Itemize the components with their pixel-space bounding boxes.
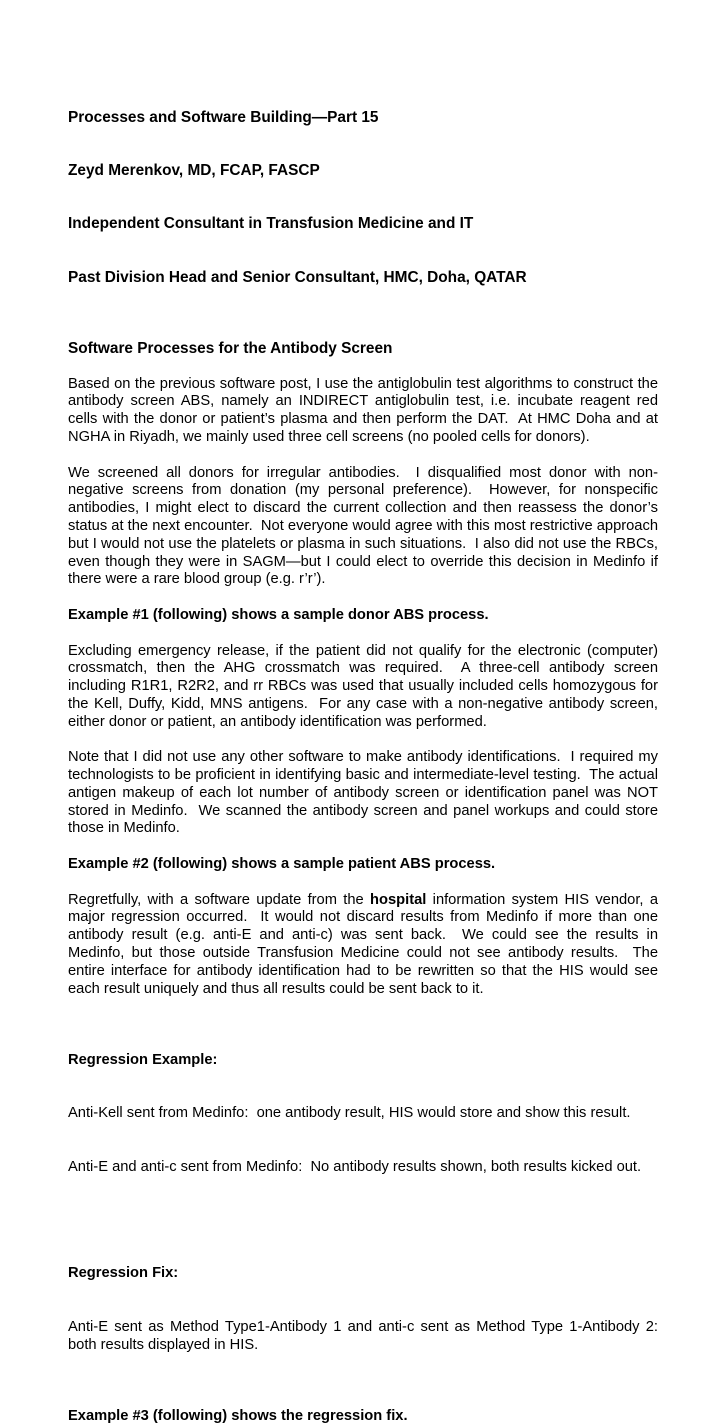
paragraph-regression-text-end: information system HIS vendor, a major regression occurred. It would not discard results from Medinfo if more than one antibody result (e.g. anti-E and anti-c) was sent back. We could see the results in Medinfo, but those outside Transfusion Medicine could not see antibody results. The entire interface for antibody identification had to be rewritten so that the HIS would see each result uniquely and thus all results could be sent back to it. xyxy=(68,891,663,997)
doc-author: Zeyd Merenkov, MD, FCAP, FASCP xyxy=(68,161,320,179)
example-3-heading: Example #3 (following) shows the regression fix. xyxy=(68,1407,408,1424)
paragraph-regression-text-start: Regretfully, with a software update from the xyxy=(68,891,371,908)
example-2-heading: Example #2 (following) shows a sample patient ABS process. xyxy=(68,856,496,873)
paragraph-donor-screening: We screened all donors for irregular antibodies. I disqualified most donor with non-negative screens from donation (my personal preference). However, for nonspecific antibodies, I might elect to discard the current collection and then reassess the donor’s status at the next encounter. Not everyone would agree with this most restrictive approach but I would not use the platelets or plasma in such situations. I also did not use the RBCs, even though they were in SAGM—but I could elect to override this decision in Medinfo if there were a rare blood group (e.g. r’r’). xyxy=(68,464,663,588)
regression-example-heading: Regression Example: xyxy=(68,1051,218,1068)
document-header xyxy=(68,73,658,322)
section-heading: Software Processes for the Antibody Screen xyxy=(68,339,393,357)
paragraph-regression xyxy=(68,891,663,999)
paragraph-antiglobulin-intro: Based on the previous software post, I use the antiglobulin test algorithms to construct the antibody screen ABS, namely an INDIRECT antiglobulin test, i.e. incubate reagent red cells with the donor or patient’s plasma and then perform the DAT. At HMC Doha and at NGHA in Riyadh, we mainly used three cell screens (no pooled cells for donors). xyxy=(68,375,663,445)
doc-author-role-1: Independent Consultant in Transfusion Medicine and IT xyxy=(68,215,474,233)
doc-title: Processes and Software Building—Part 15 xyxy=(68,108,379,126)
example-1-heading: Example #1 (following) shows a sample donor ABS process. xyxy=(68,606,489,623)
paragraph-antibody-identification: Note that I did not use any other software to make antibody identifications. I required my technologists to be proficient in identifying basic and intermediate-level testing. The actual antigen makeup of each lot number of antibody screen or identification panel was NOT stored in Medinfo. We scanned the antibody screen and panel workups and could store those in Medinfo. xyxy=(68,749,663,837)
regression-fix-heading: Regression Fix: xyxy=(68,1265,179,1282)
paragraph-regression-bold-word: hospital xyxy=(370,891,427,908)
regression-example-line-1: Anti-Kell sent from Medinfo: one antibody result, HIS would store and show this result. xyxy=(68,1105,631,1122)
regression-fix-text: Anti-E sent as Method Type1-Antibody 1 and anti-c sent as Method Type 1-Antibody 2: both results displayed in HIS. xyxy=(68,1318,667,1353)
regression-example-block xyxy=(68,1016,658,1212)
regression-fix-block xyxy=(68,1230,667,1390)
regression-example-line-2: Anti-E and anti-c sent from Medinfo: No antibody results shown, both results kicked out. xyxy=(68,1158,642,1175)
paragraph-crossmatch: Excluding emergency release, if the patient did not qualify for the electronic (computer) crossmatch, then the AHG crossmatch was required. A three-cell antibody screen including R1R1, R2R2, and rr RBCs was used that usually included cells homozygous for the Kell, Duffy, Kidd, MNS antigens. For any case with a non-negative antibody screen, either donor or patient, an antibody identification was performed. xyxy=(68,642,663,730)
doc-author-role-2: Past Division Head and Senior Consultant, HMC, Doha, QATAR xyxy=(68,268,527,286)
